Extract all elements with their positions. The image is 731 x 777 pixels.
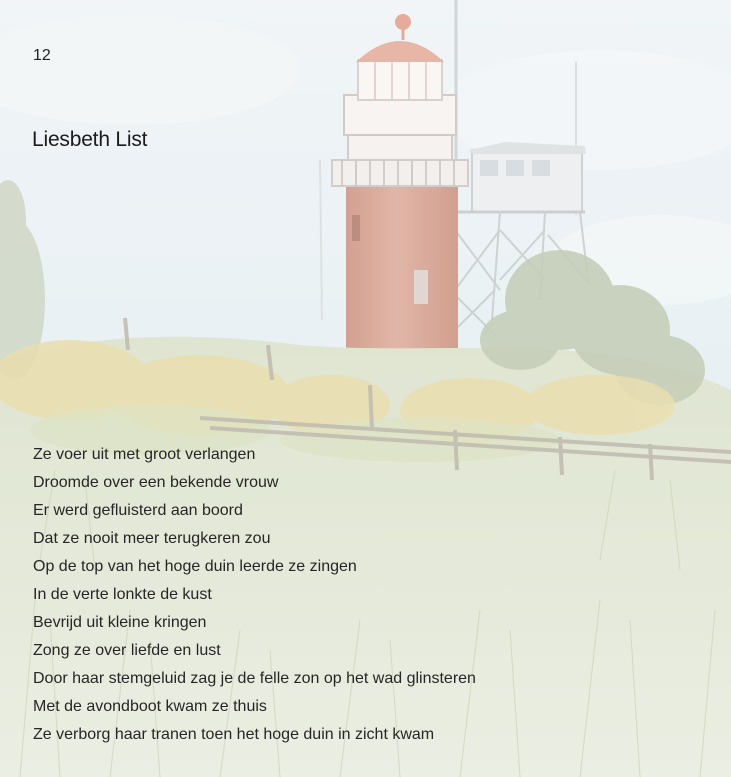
poem-line: Dat ze nooit meer terugkeren zou — [33, 530, 271, 547]
page-title: Liesbeth List — [32, 128, 148, 151]
poem-line: Op de top van het hoge duin leerde ze zingen — [33, 558, 357, 575]
poem-line: Door haar stemgeluid zag je de felle zon op het wad glinsteren — [33, 670, 476, 687]
poem-line: Ze verborg haar tranen toen het hoge duin in zicht kwam — [33, 726, 435, 743]
poem-line: Met de avondboot kwam ze thuis — [33, 698, 267, 715]
poem-line: In de verte lonkte de kust — [33, 586, 212, 603]
poem-line: Er werd gefluisterd aan boord — [33, 502, 243, 519]
page-number: 12 — [33, 47, 51, 64]
poem-line: Droomde over een bekende vrouw — [33, 474, 279, 491]
poem-line: Ze voer uit met groot verlangen — [33, 446, 256, 463]
poem-line: Zong ze over liefde en lust — [33, 642, 221, 659]
poem-line: Bevrijd uit kleine kringen — [33, 614, 207, 631]
poem — [33, 441, 713, 749]
